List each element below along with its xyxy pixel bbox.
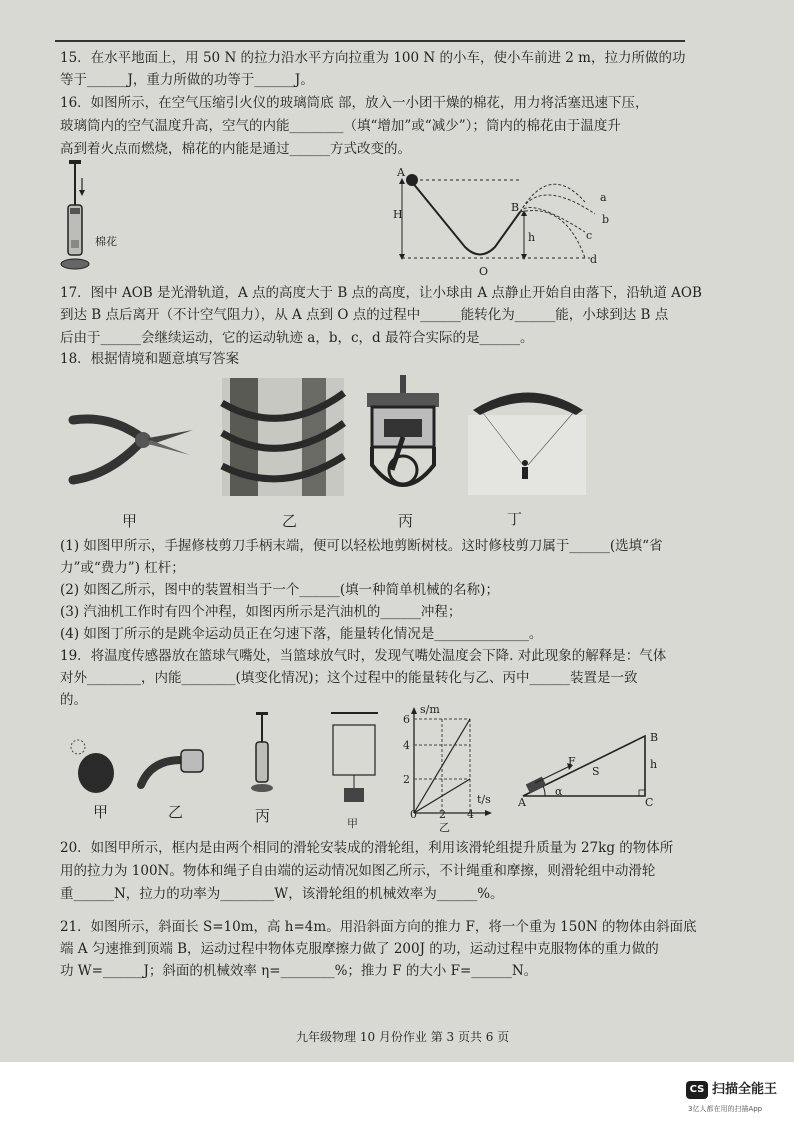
q17-line3: 后由于______会继续运动，它的运动轨迹 a，b，c，d 最符合实际的是______。 (60, 330, 534, 346)
label-c: c (586, 229, 593, 242)
q18-p1b: 力”或“费力”) 杠杆； (60, 560, 185, 576)
graph-ylabel: s/m (420, 703, 440, 716)
q20-line1: 20．如图甲所示，框内是由两个相同的滑轮安装成的滑轮组，利用该滑轮组提升质量为 27kg 的物体所 (60, 840, 674, 856)
incline-label-C: C (645, 796, 654, 809)
q19-caption-bing: 丙 (255, 807, 271, 825)
pulley-block-figure (328, 710, 383, 805)
track-aob-figure (390, 162, 620, 277)
graph-ytick-2: 2 (403, 773, 410, 786)
q19-caption-jia: 甲 (93, 803, 109, 821)
label-A: A (397, 166, 405, 179)
q18-caption-yi: 乙 (282, 512, 298, 530)
label-b: b (602, 213, 610, 226)
basketball-valve-image (66, 735, 121, 795)
gasoline-engine-image (362, 375, 444, 500)
q17-line1: 17．图中 AOB 是光滑轨道，A 点的高度大于 B 点的高度，让小球由 A 点静止开始自由落下，沿轨道 AOB (60, 285, 702, 301)
graph-xtick-2: 2 (439, 808, 446, 821)
q17-line2: 到达 B 点后离开（不计空气阻力），从 A 点到 O 点的过程中______能转化为______能，小球到达 B 点 (60, 307, 669, 323)
label-O: O (479, 265, 489, 278)
parachutist-image (468, 385, 586, 495)
q18-caption-ding: 丁 (507, 510, 523, 528)
scanner-brand (686, 1078, 777, 1099)
graph-caption-yi: 乙 (439, 821, 450, 834)
scanner-slogan: 3亿人都在用的扫描App (688, 1105, 763, 1113)
q15-line2: 等于______J，重力所做的功等于______J。 (60, 72, 314, 88)
q21-line1: 21．如图所示，斜面长 S=10m，高 h=4m。用沿斜面方向的推力 F，将一个重为 150N 的物体由斜面底 (60, 919, 697, 935)
top-rule (55, 40, 685, 42)
label-B: B (511, 201, 520, 214)
q20-fig-caption-jia: 甲 (347, 817, 358, 830)
q15-line1: 15．在水平地面上，用 50 N 的拉力沿水平方向拉重为 100 N 的小车，使小车前进 2 m，拉力所做的功 (60, 50, 686, 66)
q19-line2: 对外________，内能________(填变化情况)；这个过程中的能量转化与乙、丙中______装置是一致 (60, 670, 638, 686)
label-a: a (600, 191, 607, 204)
graph-xtick-0: 0 (410, 808, 417, 821)
incline-label-B: B (650, 731, 659, 744)
scanner-footer (0, 1062, 794, 1124)
scanner-brand-name: 扫描全能王 (712, 1082, 778, 1097)
q18-p1a: (1) 如图甲所示，手握修枝剪刀手柄末端，便可以轻松地剪断树枝。这时修枝剪刀属于______(选填“省 (60, 538, 663, 554)
scanner-logo-icon: CS (686, 1081, 708, 1099)
q18-caption-jia: 甲 (122, 512, 138, 530)
label-d: d (590, 253, 598, 266)
incline-label-h: h (650, 758, 658, 771)
q19-caption-yi: 乙 (168, 803, 184, 821)
incline-label-A: A (518, 796, 526, 809)
graph-xlabel: t/s (477, 793, 491, 806)
graph-line-free-end (414, 719, 470, 813)
graph-xtick-4: 4 (467, 808, 474, 821)
q20-line3: 重______N，拉力的功率为________W，该滑轮组的机械效率为______%。 (60, 886, 504, 902)
compression-cylinder-image (250, 712, 275, 797)
q18-caption-bing: 丙 (398, 512, 414, 530)
q18-heading: 18．根据情境和题意填写答案 (60, 351, 240, 367)
pruning-shears-image (68, 400, 198, 495)
rope-winding-image (222, 378, 344, 496)
q18-p2: (2) 如图乙所示，图中的装置相当于一个______(填一种简单机械的名称)； (60, 582, 499, 598)
incline-label-F: F (568, 755, 576, 768)
incline-label-S: S (592, 765, 600, 778)
q19-line3: 的。 (60, 692, 87, 708)
label-H: H (393, 208, 403, 221)
q16-line3: 高到着火点而燃烧，棉花的内能是通过______方式改变的。 (60, 141, 411, 157)
graph-ytick-6: 6 (403, 713, 410, 726)
graph-ytick-4: 4 (403, 739, 410, 752)
balloon-pump-image (136, 745, 211, 795)
q16-line1: 16．如图所示，在空气压缩引火仪的玻璃筒底 部，放入一小团干燥的棉花，用力将活塞迅速下压， (60, 95, 649, 111)
air-compression-igniter-figure (60, 160, 130, 275)
q16-line2: 玻璃筒内的空气温度升高，空气的内能________（填“增加”或“减少”）；筒内的棉花由于温度升 (60, 118, 621, 134)
q18-p3: (3) 汽油机工作时有四个冲程，如图丙所示是汽油机的______冲程； (60, 604, 462, 620)
incline-figure (515, 728, 665, 808)
incline-label-alpha: α (555, 785, 563, 798)
q18-p4: (4) 如图丁所示的是跳伞运动员正在匀速下落，能量转化情况是______________。 (60, 626, 543, 642)
q20-line2: 用的拉力为 100N。物体和绳子自由端的运动情况如图乙所示，不计绳重和摩擦，则滑轮组中动滑轮 (60, 863, 656, 879)
label-h: h (528, 231, 536, 244)
q19-line1: 19．将温度传感器放在篮球气嘴处，当篮球放气时，发现气嘴处温度会下降. 对此现象的解释是：气体 (60, 648, 667, 664)
q21-line3: 功 W=______J；斜面的机械效率 η=________%；推力 F 的大小 F=______N。 (60, 963, 538, 979)
q21-line2: 端 A 匀速推到顶端 B，运动过程中物体克服摩擦力做了 200J 的功，运动过程中克服物体的重力做的 (60, 941, 659, 957)
cotton-label: 棉花 (95, 235, 117, 248)
page-footer: 九年级物理 10 月份作业 第 3 页共 6 页 (296, 1030, 510, 1044)
